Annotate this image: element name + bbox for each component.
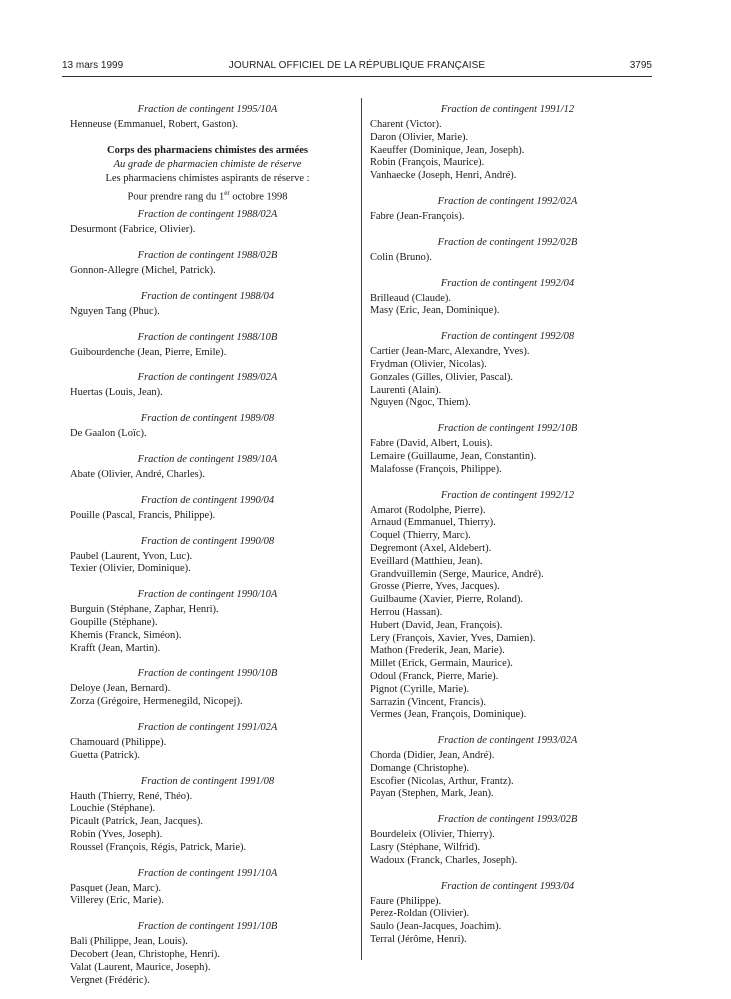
name-entry: Grandvuillemin (Serge, Maurice, André). (370, 568, 544, 580)
name-entry: De Gaalon (Loïc). (70, 428, 147, 440)
section-heading: Fraction de contingent 1993/02A (437, 735, 578, 747)
section (70, 208, 345, 237)
name-entry: Odoul (Franck, Pierre, Marie). (370, 670, 499, 682)
name-entry: Picault (Patrick, Jean, Jacques). (70, 816, 203, 828)
section (70, 494, 345, 523)
name-entry: Amarot (Rodolphe, Pierre). (370, 504, 486, 516)
name-entry: Bourdeleix (Olivier, Thierry). (370, 829, 495, 841)
section (370, 489, 645, 723)
name-entry: Robin (Yves, Joseph). (70, 829, 163, 841)
rank-sup: er (224, 188, 230, 197)
name-entry: Perez-Roldan (Olivier). (370, 908, 470, 920)
name-entry: Charent (Victor). (370, 119, 442, 130)
name-entry: Bali (Philippe, Jean, Louis). (70, 936, 188, 948)
name-entry: Wadoux (Franck, Charles, Joseph). (370, 854, 518, 866)
section (370, 813, 645, 867)
grade-line: Au grade de pharmacien chimiste de réserve (113, 158, 302, 170)
name-entry: Villerey (Eric, Marie). (70, 895, 164, 907)
name-entry: Vergnet (Frédéric). (70, 974, 150, 986)
name-entry: Valat (Laurent, Maurice, Joseph). (70, 961, 211, 973)
section-heading: Fraction de contingent 1990/10A (137, 589, 278, 601)
name-entry: Coquel (Thierry, Marc). (370, 530, 471, 542)
section (370, 422, 645, 476)
section-heading: Fraction de contingent 1991/10B (137, 921, 278, 933)
section (70, 249, 345, 278)
section (70, 721, 345, 763)
header-page-number: 3795 (629, 60, 652, 71)
name-entry: Goupille (Stéphane). (70, 617, 158, 629)
name-entry: Sarrazin (Vincent, Francis). (370, 696, 486, 708)
name-entry: Deloye (Jean, Bernard). (70, 683, 171, 695)
section-heading: Fraction de contingent 1989/02A (137, 372, 278, 384)
right-sections (370, 103, 645, 947)
section (370, 734, 645, 801)
name-entry: Grosse (Pierre, Yves, Jacques). (370, 581, 500, 593)
section-heading: Fraction de contingent 1995/10A (137, 104, 278, 115)
section-heading: Fraction de contingent 1992/10B (437, 423, 578, 435)
page-header (62, 60, 652, 74)
name-entry: Cartier (Jean-Marc, Alexandre, Yves). (370, 346, 530, 358)
section-heading: Fraction de contingent 1992/12 (440, 489, 575, 501)
name-entry: Burguin (Stéphane, Zaphar, Henri). (70, 604, 219, 616)
name-entry: Nguyen (Ngoc, Thiem). (370, 397, 471, 409)
name-entry: Zorza (Grégoire, Hermenegild, Nicopej). (70, 696, 243, 708)
section (70, 867, 345, 909)
section-heading: Fraction de contingent 1988/04 (140, 290, 275, 302)
header-date: 13 mars 1999 (62, 60, 124, 71)
name-entry: Fabre (Jean-François). (370, 210, 465, 222)
section-heading: Fraction de contingent 1991/02A (137, 722, 278, 734)
section-heading: Fraction de contingent 1992/02B (437, 236, 578, 248)
section (70, 412, 345, 441)
section (370, 103, 645, 183)
name-entry: Saulo (Jean-Jacques, Joachim). (370, 921, 502, 933)
name-entry: Desurmont (Fabrice, Olivier). (70, 224, 196, 236)
name-entry: Payan (Stephen, Mark, Jean). (370, 788, 494, 800)
name-entry: Faure (Philippe). (370, 895, 442, 907)
name-entry: Texier (Olivier, Dominique). (70, 563, 191, 575)
corps-block (70, 144, 345, 205)
section (70, 667, 345, 709)
name-entry: Malafosse (François, Philippe). (370, 463, 502, 475)
section (70, 535, 345, 577)
name-entry: Kaeuffer (Dominique, Jean, Joseph). (370, 144, 525, 156)
section-heading: Fraction de contingent 1989/08 (140, 413, 275, 425)
name-entry: Abate (Olivier, André, Charles). (70, 469, 205, 481)
section-heading: Fraction de contingent 1993/02B (437, 814, 578, 826)
section-heading: Fraction de contingent 1990/08 (140, 535, 275, 547)
left-column (70, 103, 345, 999)
name-entry: Nguyen Tang (Phuc). (70, 305, 160, 317)
name-entry: Huertas (Louis, Jean). (70, 387, 163, 399)
section-heading: Fraction de contingent 1989/10A (137, 454, 278, 466)
name-entry: Chamouard (Philippe). (70, 737, 167, 749)
name-entry: Louchie (Stéphane). (70, 803, 156, 815)
section (70, 588, 345, 655)
name-entry: Paubel (Laurent, Yvon, Luc). (70, 550, 193, 562)
right-column (370, 103, 645, 959)
rank-suffix: octobre 1998 (229, 191, 288, 203)
name-entry: Millet (Erick, Germain, Maurice). (370, 658, 513, 670)
section (370, 277, 645, 319)
section-heading: Fraction de contingent 1992/02A (437, 195, 578, 207)
section-heading: Fraction de contingent 1991/08 (140, 775, 275, 787)
name-entry: Lemaire (Guillaume, Jean, Constantin). (370, 450, 537, 462)
section (70, 290, 345, 319)
name-entry: Roussel (François, Régis, Patrick, Marie). (70, 841, 247, 853)
name-entry: Vermes (Jean, François, Dominique). (370, 709, 527, 721)
section-heading: Fraction de contingent 1990/04 (140, 494, 275, 506)
section (370, 195, 645, 224)
name-entry: Brilleaud (Claude). (370, 292, 452, 304)
name-entry: Henneuse (Emmanuel, Robert, Gaston). (70, 119, 238, 130)
name-entry: Frydman (Olivier, Nicolas). (370, 358, 487, 370)
name-entry: Khemis (Franck, Siméon). (70, 629, 182, 641)
name-entry: Krafft (Jean, Martin). (70, 642, 161, 654)
corps-title: Corps des pharmaciens chimistes des armées (107, 144, 308, 156)
section (70, 775, 345, 855)
name-entry: Mathon (Frederik, Jean, Marie). (370, 645, 505, 657)
name-entry: Eveillard (Matthieu, Jean). (370, 555, 483, 567)
name-entry: Laurenti (Alain). (370, 384, 442, 396)
name-entry: Lery (François, Xavier, Yves, Damien). (370, 632, 536, 644)
section (370, 880, 645, 947)
section-heading: Fraction de contingent 1988/02B (137, 250, 278, 262)
name-entry: Terral (Jérôme, Henri). (370, 934, 467, 946)
name-entry: Colin (Bruno). (370, 251, 432, 263)
section-heading: Fraction de contingent 1988/10B (137, 331, 278, 343)
section-heading: Fraction de contingent 1988/02A (137, 209, 278, 221)
intro-line: Les pharmaciens chimistes aspirants de réserve : (105, 172, 310, 184)
name-entry: Hubert (David, Jean, François). (370, 619, 503, 631)
section-heading: Fraction de contingent 1992/08 (440, 331, 575, 343)
left-sections (70, 208, 345, 987)
name-entry: Herrou (Hassan). (370, 606, 443, 618)
name-entry: Guilbaume (Xavier, Pierre, Roland). (370, 594, 523, 606)
section (370, 330, 645, 410)
name-entry: Masy (Eric, Jean, Dominique). (370, 305, 500, 317)
section-heading: Fraction de contingent 1991/12 (440, 104, 575, 115)
name-entry: Guibourdenche (Jean, Pierre, Emile). (70, 346, 227, 358)
header-title: JOURNAL OFFICIEL DE LA RÉPUBLIQUE FRANÇAISE (228, 60, 486, 71)
name-entry: Hauth (Thierry, René, Théo). (70, 790, 193, 802)
section-heading: Fraction de contingent 1991/10A (137, 867, 278, 879)
column-divider (361, 98, 362, 960)
name-entry: Robin (François, Maurice). (370, 157, 485, 169)
header-rule (62, 76, 652, 77)
section-heading: Fraction de contingent 1992/04 (440, 277, 575, 289)
name-entry: Escofier (Nicolas, Arthur, Frantz). (370, 775, 514, 787)
name-entry: Arnaud (Emmanuel, Thierry). (370, 517, 496, 529)
section (70, 371, 345, 400)
name-entry: Pasquet (Jean, Marc). (70, 882, 161, 894)
section-heading: Fraction de contingent 1993/04 (440, 880, 575, 892)
section-heading: Fraction de contingent 1990/10B (137, 668, 278, 680)
name-entry: Decobert (Jean, Christophe, Henri). (70, 949, 220, 961)
name-entry: Vanhaecke (Joseph, Henri, André). (370, 170, 517, 182)
name-entry: Chorda (Didier, Jean, André). (370, 750, 495, 762)
section (70, 103, 345, 132)
name-entry: Pignot (Cyrille, Marie). (370, 683, 470, 695)
name-entry: Daron (Olivier, Marie). (370, 131, 469, 143)
name-entry: Degremont (Axel, Aldebert). (370, 542, 492, 554)
rank-prefix: Pour prendre rang du 1 (127, 191, 225, 203)
section (70, 920, 345, 987)
name-entry: Guetta (Patrick). (70, 749, 140, 761)
section (370, 236, 645, 265)
name-entry: Gonnon-Allegre (Michel, Patrick). (70, 265, 216, 277)
name-entry: Lasry (Stéphane, Wilfrid). (370, 842, 481, 854)
rank-line (70, 186, 345, 205)
section (70, 331, 345, 360)
name-entry: Gonzales (Gilles, Olivier, Pascal). (370, 371, 514, 383)
section (70, 453, 345, 482)
name-entry: Pouille (Pascal, Francis, Philippe). (70, 509, 216, 521)
name-entry: Domange (Christophe). (370, 762, 470, 774)
name-entry: Fabre (David, Albert, Louis). (370, 438, 493, 450)
